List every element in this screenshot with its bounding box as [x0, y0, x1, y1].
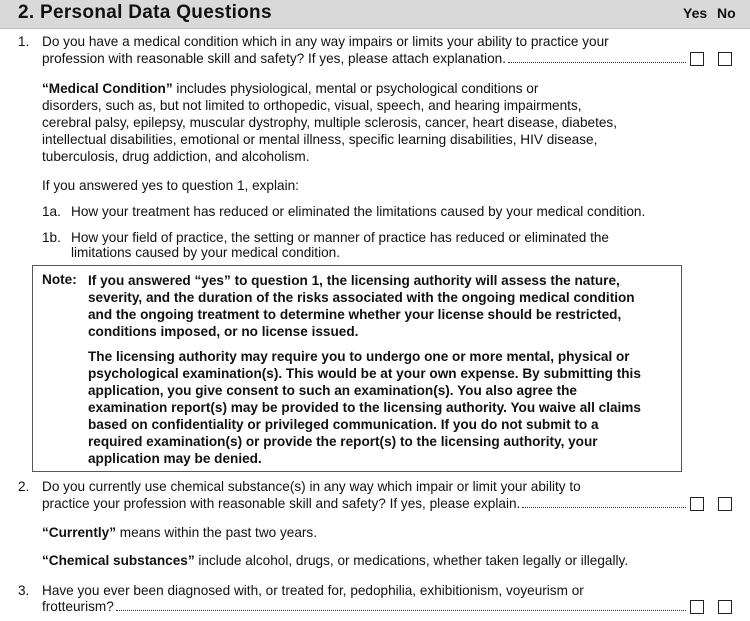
chemical-substances-term: “Chemical substances” [42, 553, 195, 568]
note-label: Note: [42, 272, 77, 287]
note-line: examination report(s) may be provided to the licensing authority. You waive all claims [88, 400, 641, 415]
question-2-line-1: Do you currently use chemical substance(s) in any way which impair or limit your ability to [42, 479, 581, 494]
no-column-header: No [717, 5, 736, 21]
note-line: application, you give consent to such an examination(s). You also agree the [88, 383, 577, 398]
currently-definition-text: means within the past two years. [116, 525, 318, 540]
question-3-no-checkbox[interactable] [718, 600, 732, 614]
question-1-line-2-text: profession with reasonable skill and safety? If yes, please attach explanation. [42, 51, 506, 66]
question-2-no-checkbox[interactable] [718, 497, 732, 511]
question-1-number: 1. [18, 34, 30, 49]
note-line: conditions imposed, or no license issued. [88, 324, 359, 339]
note-line: based on confidentiality or privileged communication. If you do not submit to a [88, 417, 599, 432]
note-line: psychological examination(s). This would be at your own expense. By submitting this [88, 366, 641, 381]
dot-leader [522, 495, 686, 508]
currently-term: “Currently” [42, 525, 117, 540]
question-1-line-2 [42, 50, 686, 67]
note-line: required examination(s) or provide the report(s) to the licensing authority, your [88, 434, 598, 449]
question-3-line-1: Have you ever been diagnosed with, or treated for, pedophilia, exhibitionism, voyeurism or [42, 583, 584, 598]
question-3-yes-checkbox[interactable] [690, 600, 704, 614]
note-line: If you answered “yes” to question 1, the licensing authority will assess the nature, [88, 273, 620, 288]
section-title: 2. Personal Data Questions [18, 2, 272, 23]
chemical-substances-definition-text: include alcohol, drugs, or medications, whether taken legally or illegally. [194, 553, 629, 568]
dot-leader [116, 598, 686, 611]
question-1-line-1: Do you have a medical condition which in any way impairs or limits your ability to practice your [42, 34, 609, 49]
question-2-yes-checkbox[interactable] [690, 497, 704, 511]
yes-column-header: Yes [683, 5, 708, 21]
dot-leader [508, 50, 686, 63]
note-line: The licensing authority may require you to undergo one or more mental, physical or [88, 349, 630, 364]
medical-condition-definition-line-3: cerebral palsy, epilepsy, muscular dystrophy, multiple sclerosis, cancer, heart disease, diabetes, [42, 115, 617, 130]
medical-condition-definition-line-5: tuberculosis, drug addiction, and alcoholism. [42, 149, 310, 164]
question-2-number: 2. [18, 479, 30, 494]
question-3-number: 3. [18, 583, 30, 598]
chemical-substances-definition [42, 552, 628, 569]
section-header [0, 0, 750, 29]
question-2-line-2 [42, 495, 686, 512]
medical-condition-definition-line-1 [42, 80, 538, 97]
question-3-line-2 [42, 598, 686, 615]
note-line: severity, and the duration of the risks associated with the ongoing medical condition [88, 290, 635, 305]
question-2-line-2-text: practice your profession with reasonable skill and safety? If yes, please explain. [42, 496, 521, 511]
explain-intro: If you answered yes to question 1, explain: [42, 178, 299, 193]
medical-condition-definition-line-4: intellectual disabilities, emotional or mental illness, specific learning disabilities, HIV disease, [42, 132, 598, 147]
medical-condition-term: “Medical Condition” [42, 81, 173, 96]
currently-definition [42, 524, 317, 541]
medical-condition-definition-text: includes physiological, mental or psychological conditions or [172, 81, 539, 96]
question-1-yes-checkbox[interactable] [690, 52, 704, 66]
note-line: and the ongoing treatment to determine whether your license should be restricted, [88, 307, 622, 322]
note-line: application may be denied. [88, 451, 262, 466]
sub-question-1a-number: 1a. [42, 204, 61, 219]
sub-question-1a-text: How your treatment has reduced or eliminated the limitations caused by your medical condition. [71, 204, 646, 219]
sub-question-1b-number: 1b. [42, 230, 61, 245]
sub-question-1b-line-2: limitations caused by your medical condition. [71, 245, 340, 260]
question-3-line-2-text: frotteurism? [42, 599, 114, 614]
question-1-no-checkbox[interactable] [718, 52, 732, 66]
sub-question-1b-line-1: How your field of practice, the setting or manner of practice has reduced or eliminated the [71, 230, 609, 245]
medical-condition-definition-line-2: disorders, such as, but not limited to orthopedic, visual, speech, and hearing impairments, [42, 98, 582, 113]
